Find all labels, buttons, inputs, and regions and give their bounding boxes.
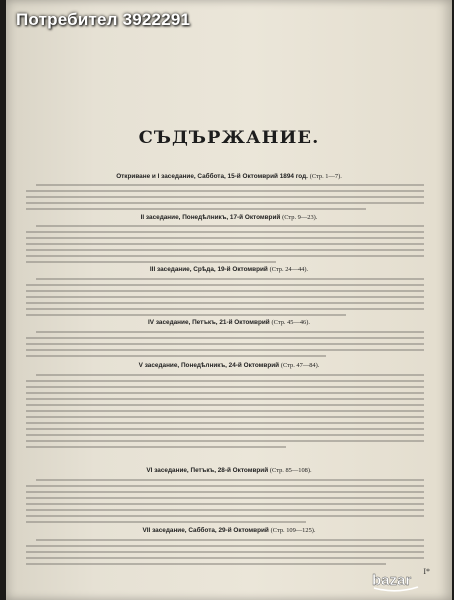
text-line [26, 428, 424, 430]
seller-watermark: Потребител 3922291 [16, 10, 191, 29]
text-line [26, 557, 424, 559]
session-title: VI заседание, Петъкъ, 28-й Октомврий [146, 467, 269, 474]
text-line [26, 434, 424, 436]
session-pages: (Стр. 109—125). [270, 527, 316, 534]
text-line [26, 343, 424, 345]
text-line [26, 284, 424, 286]
text-line [26, 563, 386, 565]
text-line [26, 509, 424, 511]
text-line [26, 337, 424, 339]
text-line [36, 184, 424, 186]
page-number: I* [423, 567, 430, 576]
text-line [26, 290, 424, 292]
session-pages: (Стр. 85—108). [269, 467, 312, 474]
text-line [36, 374, 424, 376]
session-title: III заседание, Срѣда, 19-й Октомврий [149, 266, 268, 273]
text-line [26, 355, 326, 357]
text-line [26, 196, 424, 198]
text-line [26, 386, 424, 388]
text-line [26, 491, 424, 493]
text-line [26, 440, 424, 442]
session-pages: (Стр. 9—23). [282, 214, 318, 221]
session-title: VII заседание, Саббота, 29-й Октомврий [142, 527, 269, 534]
session-heading-3 [6, 266, 452, 273]
text-line [26, 349, 424, 351]
session-title: II заседание, Понедѣлникъ, 17-й Октомврий [140, 214, 281, 221]
text-line [26, 404, 424, 406]
text-line [26, 551, 424, 553]
session-pages: (Стр. 24—44). [269, 266, 309, 273]
text-line [26, 308, 424, 310]
session-title: V заседание, Понедѣлникъ, 24-й Октомврий [138, 362, 280, 369]
text-line [26, 202, 424, 204]
text-line [26, 255, 424, 257]
session-heading-7 [6, 527, 452, 534]
text-line [36, 539, 424, 541]
text-line [26, 231, 424, 233]
text-line [26, 503, 424, 505]
session-heading-6 [6, 467, 452, 474]
text-line [26, 515, 424, 517]
text-line [26, 190, 424, 192]
text-line [26, 416, 424, 418]
session-heading-2 [6, 214, 452, 221]
text-line [26, 410, 424, 412]
text-line [26, 398, 424, 400]
text-line [26, 296, 424, 298]
text-line [26, 261, 276, 263]
document-page [6, 0, 452, 600]
marketplace-logo [370, 568, 446, 592]
text-line [26, 302, 424, 304]
session-title: IV заседание, Петъкъ, 21-й Октомврий [148, 319, 270, 326]
text-line [26, 208, 366, 210]
page-title: СЪДЪРЖАНИЕ. [138, 128, 320, 148]
text-line [26, 545, 424, 547]
text-line [36, 225, 424, 227]
session-heading-1 [6, 173, 452, 180]
session-pages: (Стр. 45—46). [271, 319, 310, 326]
text-line [26, 446, 286, 448]
text-line [36, 331, 424, 333]
text-line [36, 479, 424, 481]
text-line [26, 380, 424, 382]
session-heading-5 [6, 362, 452, 369]
text-line [26, 243, 424, 245]
text-line [26, 422, 424, 424]
session-pages: (Стр. 47—84). [280, 362, 320, 369]
session-heading-4 [6, 319, 452, 326]
session-pages: (Стр. 1—7). [309, 173, 342, 180]
text-line [26, 314, 346, 316]
text-line [26, 485, 424, 487]
text-line [26, 237, 424, 239]
text-line [26, 249, 424, 251]
svg-text:bazar: bazar [372, 572, 412, 589]
text-line [36, 278, 424, 280]
text-line [26, 392, 424, 394]
text-line [26, 521, 306, 523]
text-line [26, 497, 424, 499]
session-title: Откриване и I заседание, Саббота, 15-й Октомврий 1894 год. [116, 173, 308, 180]
